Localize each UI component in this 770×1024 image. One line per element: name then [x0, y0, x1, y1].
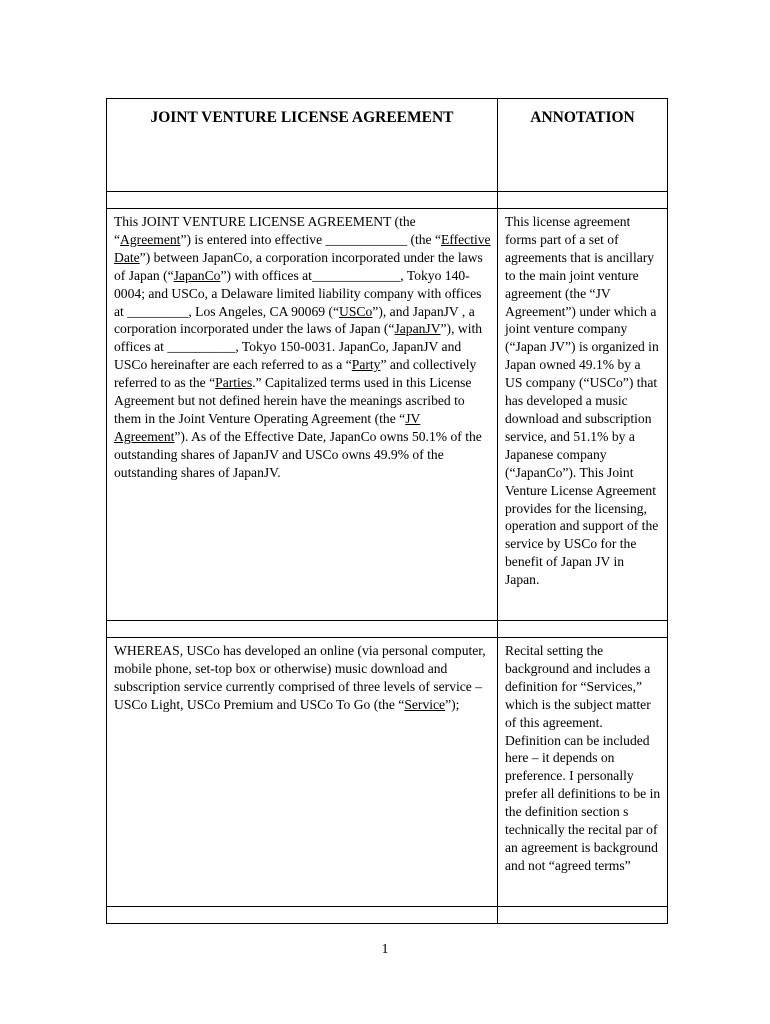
- defined-term: USCo: [339, 303, 373, 319]
- table-row: [107, 209, 668, 621]
- preamble-text: ”), with offices at __________, Tokyo 150-0031. JapanCo, JapanJV and USCo hereinafter are each referred to as a “: [114, 321, 483, 373]
- preamble-text: .” Capitalized terms used in this License Agreement but not defined herein have the meanings ascribed to them in the Joint Venture Operating Agreement (the “: [114, 375, 472, 426]
- defined-term: Parties: [215, 375, 253, 391]
- annotation-text: Recital setting the background and includes a definition for “Services,” which is the subject matter of this agreement. Definition can be included here – it depends on preference. I personally prefer all definitions to be in the definition section s technically the recital par of an agreement is background and not “agreed terms”: [505, 643, 661, 873]
- table-header-row: [107, 99, 668, 192]
- annotation-text: This license agreement forms part of a set of agreements that is ancillary to the main joint venture agreement (the “JV Agreement”) under which a joint venture company (“Japan JV”) is organized in Japan owned 49.1% by a US company (“USCo”) that has developed a music download and subscription service, and 51.1% by a Japanese company (“JapanCo”). This Joint Venture License Agreement provides for the licensing, operation and support of the service by USCo for the benefit of Japan JV in Japan.: [505, 214, 659, 588]
- preamble-text: ”) between JapanCo, a corporation incorporated under the laws of Japan (“: [114, 249, 483, 283]
- defined-term: Agreement: [120, 231, 181, 247]
- recital-text: WHEREAS, USCo has developed an online (via personal computer, mobile phone, set-top box or otherwise) music download and subscription service currently comprised of three levels of service – USCo Light, USCo Premium and USCo To Go (the “: [114, 643, 486, 712]
- recital-text: ”);: [445, 696, 460, 712]
- defined-term: JV Agreement: [114, 410, 421, 444]
- page-number: 1: [381, 942, 389, 957]
- preamble-text: ” and collectively referred to as the “: [114, 357, 477, 391]
- spacer-row: [107, 621, 668, 638]
- preamble-text: ”) is entered into effective ____________ (the “: [180, 231, 442, 247]
- spacer-row: [107, 907, 668, 924]
- defined-term: JapanCo: [173, 267, 221, 283]
- agreement-title: JOINT VENTURE LICENSE AGREEMENT: [107, 99, 498, 192]
- preamble-text: ”). As of the Effective Date, JapanCo owns 50.1% of the outstanding shares of JapanJV and USCo owns 49.9% of the outstanding shares of JapanJV.: [114, 428, 482, 480]
- preamble-text: ”), and JapanJV , a corporation incorporated under the laws of Japan (“: [114, 303, 475, 337]
- agreement-text-cell: [107, 209, 498, 621]
- annotation-cell: [498, 638, 668, 907]
- preamble-paragraph: [107, 209, 497, 488]
- annotation-cell: [498, 209, 668, 621]
- annotation-title: ANNOTATION: [498, 99, 668, 192]
- spacer-row: [107, 192, 668, 209]
- annotation-table: [106, 98, 668, 924]
- agreement-text-cell: [107, 638, 498, 907]
- preamble-text: ”) with offices at_____________, Tokyo 140-0004; and USCo, a Delaware limited liability company with offices at _________, Los Angeles, CA 90069 (“: [114, 267, 482, 319]
- recital-paragraph: [107, 638, 497, 720]
- defined-term: JapanJV: [394, 321, 441, 337]
- preamble-text: This JOINT VENTURE LICENSE AGREEMENT (the “: [114, 214, 416, 247]
- table-row: [107, 638, 668, 907]
- defined-term: Party: [351, 357, 381, 373]
- defined-term: Service: [404, 696, 446, 712]
- defined-term: Effective Date: [114, 231, 491, 265]
